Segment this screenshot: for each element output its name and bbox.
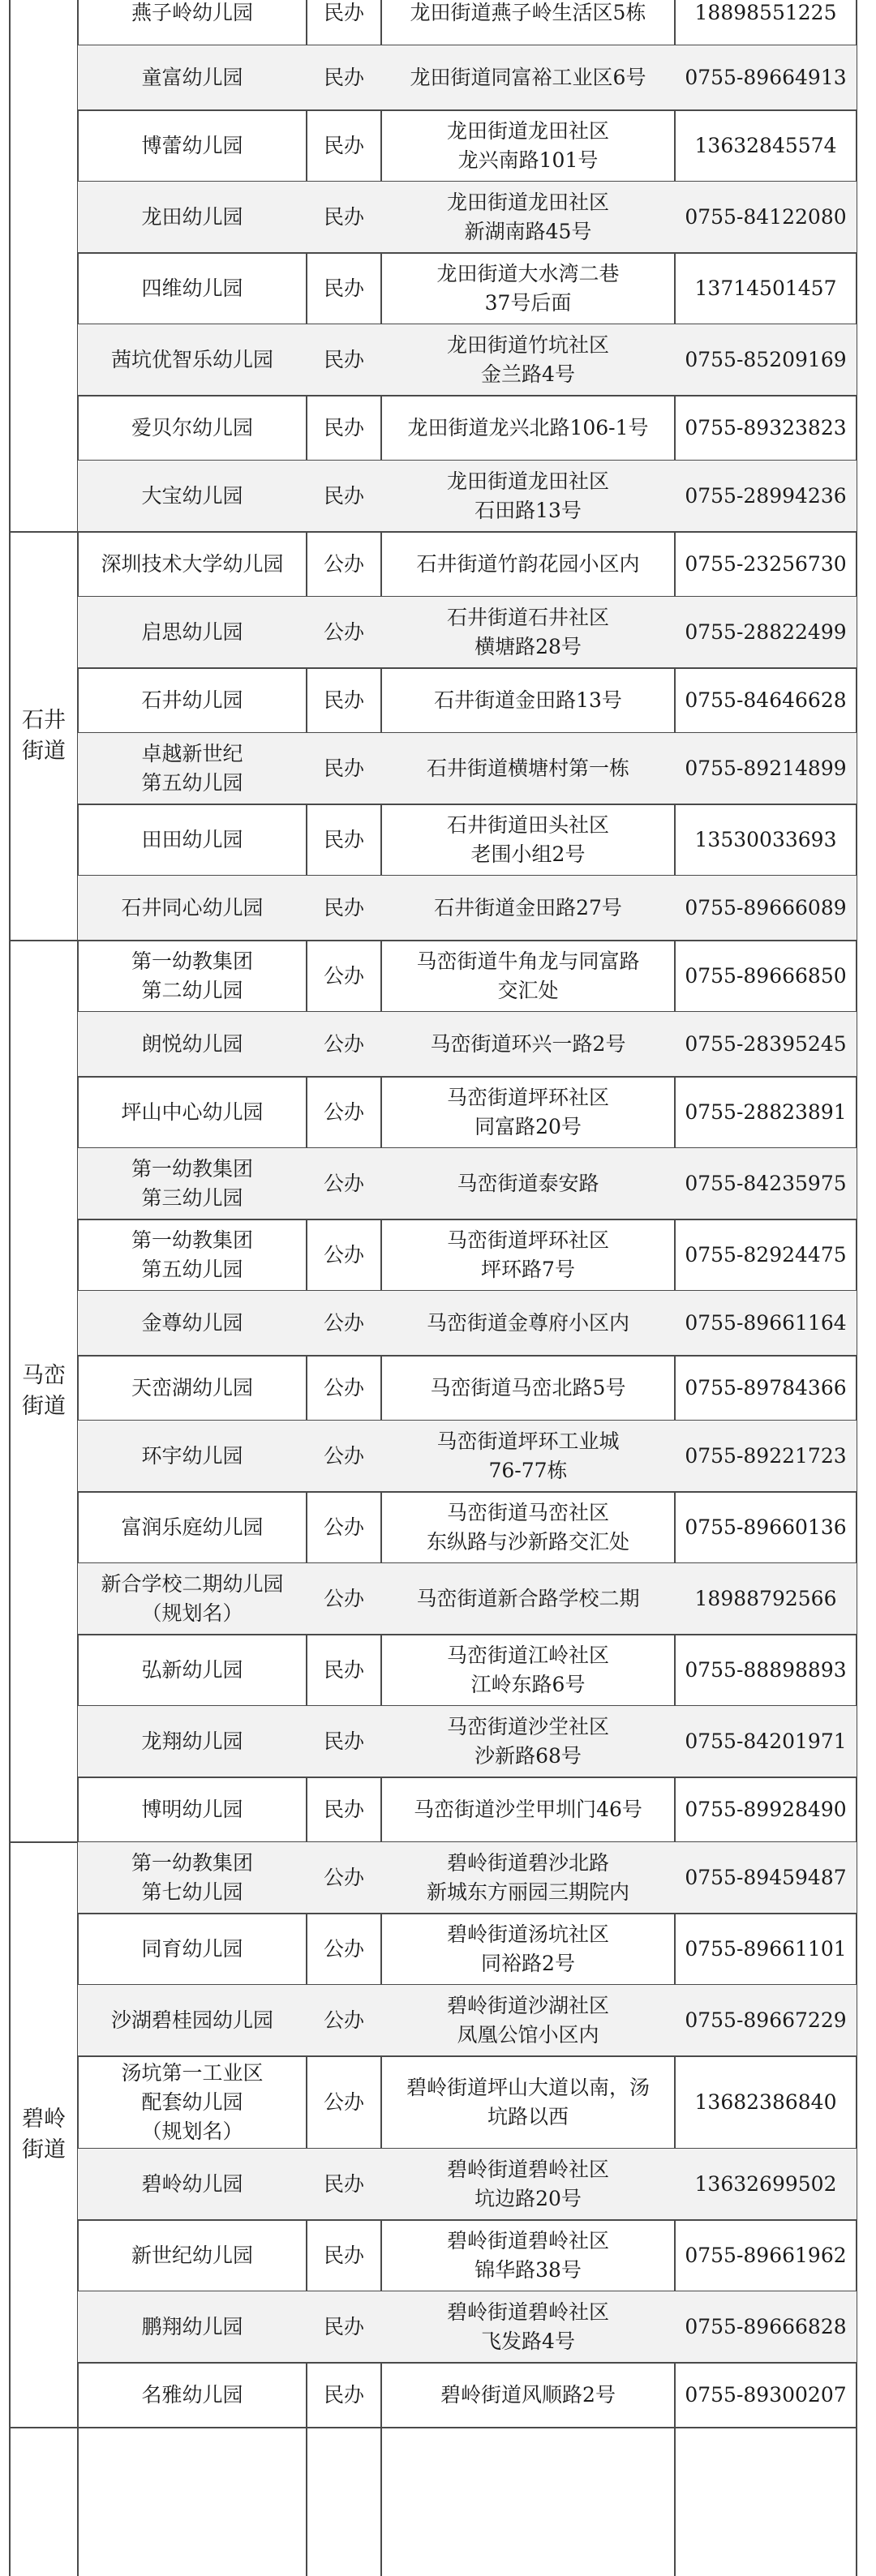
name-line: 第一幼教集团	[131, 1228, 253, 1252]
kindergarten-name	[78, 1219, 307, 1291]
kindergarten-name	[78, 461, 307, 532]
school-type: 公办	[323, 1100, 364, 1124]
kindergarten-name	[78, 2056, 307, 2149]
name-line: 第二幼儿园	[141, 979, 243, 1002]
address-line: 马峦街道新合路学校二期	[416, 1587, 640, 1610]
district-label	[10, 1842, 78, 2428]
district-line: 碧岭	[22, 2107, 66, 2132]
kindergarten-name	[78, 1777, 307, 1842]
school-type: 公办	[323, 552, 364, 576]
address-line: 坑路以西	[487, 2105, 569, 2128]
address	[381, 733, 675, 804]
address-line: 沙新路68号	[474, 1744, 582, 1768]
name-line: 第一幼教集团	[131, 1157, 253, 1181]
address-line: 碧岭街道碧岭社区	[446, 2158, 609, 2181]
district-line: 马峦	[22, 1363, 66, 1388]
address	[381, 253, 675, 324]
address-line: 锦华路38号	[474, 2258, 582, 2282]
address-line: 坑边路20号	[474, 2187, 582, 2210]
phone-number: 13530033693	[694, 828, 837, 851]
phone-number: 0755-84646628	[685, 688, 847, 712]
address-line: 马峦街道沙坣甲圳门46号	[414, 1798, 642, 1821]
address	[381, 532, 675, 597]
address	[381, 2220, 675, 2291]
address-line: 新城东方丽园三期院内	[426, 1880, 629, 1904]
school-type: 民办	[323, 276, 364, 300]
address-line: 交汇处	[497, 979, 559, 1002]
address-line: 东纵路与沙新路交汇处	[426, 1530, 629, 1554]
district-line: 街道	[22, 739, 66, 764]
address	[381, 1914, 675, 1985]
school-type: 公办	[323, 2090, 364, 2114]
school-type: 民办	[323, 1658, 364, 1682]
address-line: 同富路20号	[474, 1115, 582, 1138]
school-type: 民办	[323, 416, 364, 439]
district-line: 石井	[22, 708, 66, 733]
phone-number: 0755-84235975	[685, 1172, 847, 1195]
phone-number: 0755-84122080	[685, 205, 847, 229]
phone-number: 13632845574	[694, 134, 837, 157]
address-line: 新湖南路45号	[464, 220, 592, 243]
address-line: 碧岭街道碧沙北路	[446, 1851, 609, 1875]
kindergarten-name	[78, 1291, 307, 1356]
address-line: 飞发路4号	[481, 2330, 575, 2353]
address	[381, 1706, 675, 1777]
address	[381, 1563, 675, 1635]
school-type: 民办	[323, 1798, 364, 1821]
kindergarten-name	[78, 1706, 307, 1777]
address	[381, 1421, 675, 1492]
address-line: 马峦街道环兴一路2号	[430, 1032, 626, 1056]
school-type: 民办	[323, 896, 364, 919]
address	[381, 0, 675, 45]
address-line: 马峦街道坪环社区	[446, 1086, 609, 1109]
phone-number: 0755-89661164	[685, 1311, 847, 1335]
address	[381, 1842, 675, 1914]
address	[381, 1777, 675, 1842]
address-line: 金兰路4号	[481, 362, 575, 386]
name-line: 名雅幼儿园	[141, 2383, 243, 2407]
name-line: 童富幼儿园	[141, 66, 243, 89]
phone-number: 0755-28823891	[685, 1100, 847, 1124]
address	[381, 597, 675, 668]
name-line: 石井同心幼儿园	[121, 896, 264, 919]
address	[381, 1077, 675, 1148]
kindergarten-name	[78, 2220, 307, 2291]
name-line: 碧岭幼儿园	[141, 2172, 243, 2196]
district-line: 街道	[22, 2137, 66, 2162]
address-line: 马峦街道泰安路	[457, 1172, 599, 1195]
school-type: 民办	[323, 2172, 364, 2196]
phone-number: 0755-89666089	[685, 896, 847, 919]
kindergarten-name	[78, 253, 307, 324]
school-type: 公办	[323, 1172, 364, 1195]
kindergarten-name	[78, 1563, 307, 1635]
address-line: 马峦街道坪环工业城	[436, 1429, 620, 1453]
name-line: 第一幼教集团	[131, 1851, 253, 1875]
name-line: 四维幼儿园	[141, 276, 243, 300]
address-line: 老围小组2号	[470, 842, 586, 866]
name-line: 深圳技术大学幼儿园	[101, 552, 284, 576]
phone-number: 0755-85209169	[685, 348, 847, 371]
address	[381, 668, 675, 733]
school-type: 民办	[323, 2383, 364, 2407]
kindergarten-name	[78, 324, 307, 396]
name-line: 燕子岭幼儿园	[131, 1, 253, 24]
address	[381, 1985, 675, 2056]
address-line: 龙田街道龙田社区	[446, 191, 609, 214]
phone-number: 0755-23256730	[685, 552, 847, 576]
address	[381, 396, 675, 461]
phone-number: 13682386840	[694, 2090, 837, 2114]
name-line: 同育幼儿园	[141, 1937, 243, 1961]
kindergarten-name	[78, 1842, 307, 1914]
address	[381, 1219, 675, 1291]
address	[381, 941, 675, 1012]
school-type: 民办	[323, 134, 364, 157]
name-line: （规划名）	[141, 2120, 243, 2143]
name-line: 坪山中心幼儿园	[121, 1100, 264, 1124]
name-line: 配套幼儿园	[141, 2090, 243, 2114]
name-line: 富润乐庭幼儿园	[121, 1515, 264, 1539]
name-line: 第五幼儿园	[141, 771, 243, 795]
school-type: 公办	[323, 1376, 364, 1399]
address-line: 龙田街道燕子岭生活区5栋	[410, 1, 646, 24]
address-line: 马峦街道江岭社区	[446, 1644, 609, 1667]
school-type: 民办	[323, 205, 364, 229]
kindergarten-name	[78, 733, 307, 804]
school-type: 民办	[323, 2315, 364, 2338]
address-line: 横塘路28号	[474, 635, 582, 658]
kindergarten-name	[78, 2363, 307, 2428]
kindergarten-name	[78, 1012, 307, 1077]
kindergarten-name	[78, 597, 307, 668]
kindergarten-name	[78, 1985, 307, 2056]
district-line: 街道	[22, 1394, 66, 1419]
address	[381, 2291, 675, 2363]
name-line: （规划名）	[141, 1601, 243, 1625]
name-line: 新世纪幼儿园	[131, 2244, 253, 2267]
phone-number: 0755-89666828	[685, 2315, 847, 2338]
address-line: 龙田街道大水湾二巷	[436, 262, 620, 285]
school-type: 民办	[323, 2244, 364, 2267]
phone-number: 0755-89666850	[685, 964, 847, 988]
address-line: 龙田街道竹坑社区	[446, 333, 609, 357]
address-line: 石井街道金田路27号	[434, 896, 622, 919]
kindergarten-name	[78, 45, 307, 110]
kindergarten-name	[78, 876, 307, 941]
name-line: 爱贝尔幼儿园	[131, 416, 253, 439]
phone-number: 0755-82924475	[685, 1243, 847, 1267]
school-type: 公办	[323, 1311, 364, 1335]
address	[381, 324, 675, 396]
address-line: 石井街道横塘村第一栋	[426, 757, 629, 780]
name-line: 天峦湖幼儿园	[131, 1376, 253, 1399]
school-type: 公办	[323, 1937, 364, 1961]
kindergarten-name	[78, 1635, 307, 1706]
address-line: 碧岭街道沙湖社区	[446, 1994, 609, 2017]
phone-number: 0755-89300207	[685, 2383, 847, 2407]
kindergarten-name	[78, 532, 307, 597]
school-type: 民办	[323, 1729, 364, 1753]
phone-number: 0755-89784366	[685, 1376, 847, 1399]
address-line: 马峦街道马峦社区	[446, 1501, 609, 1524]
name-line: 朗悦幼儿园	[141, 1032, 243, 1056]
school-type: 民办	[323, 688, 364, 712]
phone-number: 0755-89661962	[685, 2244, 847, 2267]
kindergarten-name	[78, 182, 307, 253]
school-type: 公办	[323, 1032, 364, 1056]
name-line: 环宇幼儿园	[141, 1444, 243, 1468]
name-line: 金尊幼儿园	[141, 1311, 243, 1335]
school-type: 民办	[323, 1, 364, 24]
kindergarten-name	[78, 2291, 307, 2363]
phone-number: 0755-89323823	[685, 416, 847, 439]
kindergarten-name	[78, 1492, 307, 1563]
address	[381, 1356, 675, 1421]
kindergarten-name	[78, 396, 307, 461]
phone-number: 0755-89928490	[685, 1798, 847, 1821]
name-line: 弘新幼儿园	[141, 1658, 243, 1682]
school-type: 公办	[323, 1444, 364, 1468]
kindergarten-name	[78, 1914, 307, 1985]
address-line: 石井街道石井社区	[446, 606, 609, 629]
address-line: 马峦街道沙坣社区	[446, 1715, 609, 1738]
address-line: 37号后面	[484, 291, 572, 315]
address	[381, 1012, 675, 1077]
name-line: 茜坑优智乐幼儿园	[110, 348, 273, 371]
kindergarten-name	[78, 1077, 307, 1148]
district-label	[10, 941, 78, 1842]
school-type: 公办	[323, 1587, 364, 1610]
row-divider	[9, 2427, 857, 2428]
phone-number: 0755-89214899	[685, 757, 847, 780]
address-line: 龙田街道龙兴北路106-1号	[407, 416, 649, 439]
address-line: 碧岭街道风顺路2号	[440, 2383, 616, 2407]
address	[381, 1492, 675, 1563]
name-line: 第三幼儿园	[141, 1186, 243, 1210]
address	[381, 110, 675, 182]
phone-number: 0755-89221723	[685, 1444, 847, 1468]
name-line: 汤坑第一工业区	[121, 2061, 264, 2085]
kindergarten-name	[78, 668, 307, 733]
phone-number: 0755-89459487	[685, 1866, 847, 1889]
school-type: 民办	[323, 66, 364, 89]
address	[381, 1148, 675, 1219]
address	[381, 1291, 675, 1356]
kindergarten-name	[78, 941, 307, 1012]
name-line: 卓越新世纪	[141, 742, 243, 765]
address-line: 石井街道金田路13号	[434, 688, 622, 712]
address-line: 碧岭街道坪山大道以南，汤	[406, 2076, 650, 2099]
address-line: 石田路13号	[474, 499, 582, 522]
phone-number: 0755-89667229	[685, 2008, 847, 2032]
address-line: 龙田街道龙田社区	[446, 469, 609, 493]
name-line: 龙田幼儿园	[141, 205, 243, 229]
name-line: 田田幼儿园	[141, 828, 243, 851]
kindergarten-name	[78, 0, 307, 45]
phone-number: 0755-89660136	[685, 1515, 847, 1539]
name-line: 博明幼儿园	[141, 1798, 243, 1821]
school-type: 民办	[323, 757, 364, 780]
kindergarten-name	[78, 1148, 307, 1219]
address-line: 龙田街道同富裕工业区6号	[410, 66, 646, 89]
phone-number: 18988792566	[694, 1587, 837, 1610]
address-line: 凤凰公馆小区内	[457, 2023, 599, 2047]
name-line: 第一幼教集团	[131, 949, 253, 973]
school-type: 民办	[323, 348, 364, 371]
phone-number: 0755-88898893	[685, 1658, 847, 1682]
phone-number: 0755-84201971	[685, 1729, 847, 1753]
name-line: 启思幼儿园	[141, 620, 243, 644]
school-type: 公办	[323, 1866, 364, 1889]
address-line: 石井街道田头社区	[446, 813, 609, 837]
name-line: 龙翔幼儿园	[141, 1729, 243, 1753]
address-line: 坪环路7号	[481, 1258, 575, 1281]
kindergarten-name	[78, 2149, 307, 2220]
phone-number: 0755-28994236	[685, 484, 847, 508]
address	[381, 182, 675, 253]
phone-number: 0755-89664913	[685, 66, 847, 89]
name-line: 沙湖碧桂园幼儿园	[110, 2008, 273, 2032]
address	[381, 461, 675, 532]
address	[381, 2363, 675, 2428]
address-line: 马峦街道坪环社区	[446, 1228, 609, 1252]
name-line: 大宝幼儿园	[141, 484, 243, 508]
address-line: 马峦街道牛角龙与同富路	[416, 949, 640, 973]
school-type: 民办	[323, 828, 364, 851]
address-line: 龙田街道龙田社区	[446, 119, 609, 143]
kindergarten-name	[78, 1421, 307, 1492]
kindergarten-name	[78, 1356, 307, 1421]
kindergarten-name	[78, 804, 307, 876]
phone-number: 18898551225	[694, 1, 837, 24]
address	[381, 2149, 675, 2220]
address	[381, 1635, 675, 1706]
school-type: 公办	[323, 2008, 364, 2032]
phone-number: 0755-89661101	[685, 1937, 847, 1961]
address	[381, 2056, 675, 2149]
address	[381, 876, 675, 941]
address-line: 76-77栋	[488, 1459, 568, 1482]
address-line: 同裕路2号	[481, 1952, 575, 1975]
name-line: 石井幼儿园	[141, 688, 243, 712]
address-line: 石井街道竹韵花园小区内	[416, 552, 640, 576]
kindergarten-name	[78, 110, 307, 182]
address-line: 江岭东路6号	[470, 1673, 586, 1696]
address	[381, 804, 675, 876]
address-line: 龙兴南路101号	[457, 148, 599, 172]
address-line: 马峦街道马峦北路5号	[430, 1376, 626, 1399]
name-line: 鹏翔幼儿园	[141, 2315, 243, 2338]
phone-number: 0755-28395245	[685, 1032, 847, 1056]
school-type: 公办	[323, 1515, 364, 1539]
school-type: 公办	[323, 620, 364, 644]
school-type: 公办	[323, 964, 364, 988]
address-line: 马峦街道金尊府小区内	[426, 1311, 629, 1335]
address-line: 碧岭街道碧岭社区	[446, 2300, 609, 2324]
name-line: 第五幼儿园	[141, 1258, 243, 1281]
phone-number: 13714501457	[694, 276, 837, 300]
name-line: 新合学校二期幼儿园	[101, 1572, 284, 1596]
school-type: 民办	[323, 484, 364, 508]
address-line: 碧岭街道碧岭社区	[446, 2229, 609, 2252]
phone-number: 0755-28822499	[685, 620, 847, 644]
address-line: 碧岭街道汤坑社区	[446, 1922, 609, 1946]
name-line: 第七幼儿园	[141, 1880, 243, 1904]
district-label	[10, 532, 78, 941]
school-type: 公办	[323, 1243, 364, 1267]
name-line: 博蕾幼儿园	[141, 134, 243, 157]
phone-number: 13632699502	[694, 2172, 837, 2196]
address	[381, 45, 675, 110]
